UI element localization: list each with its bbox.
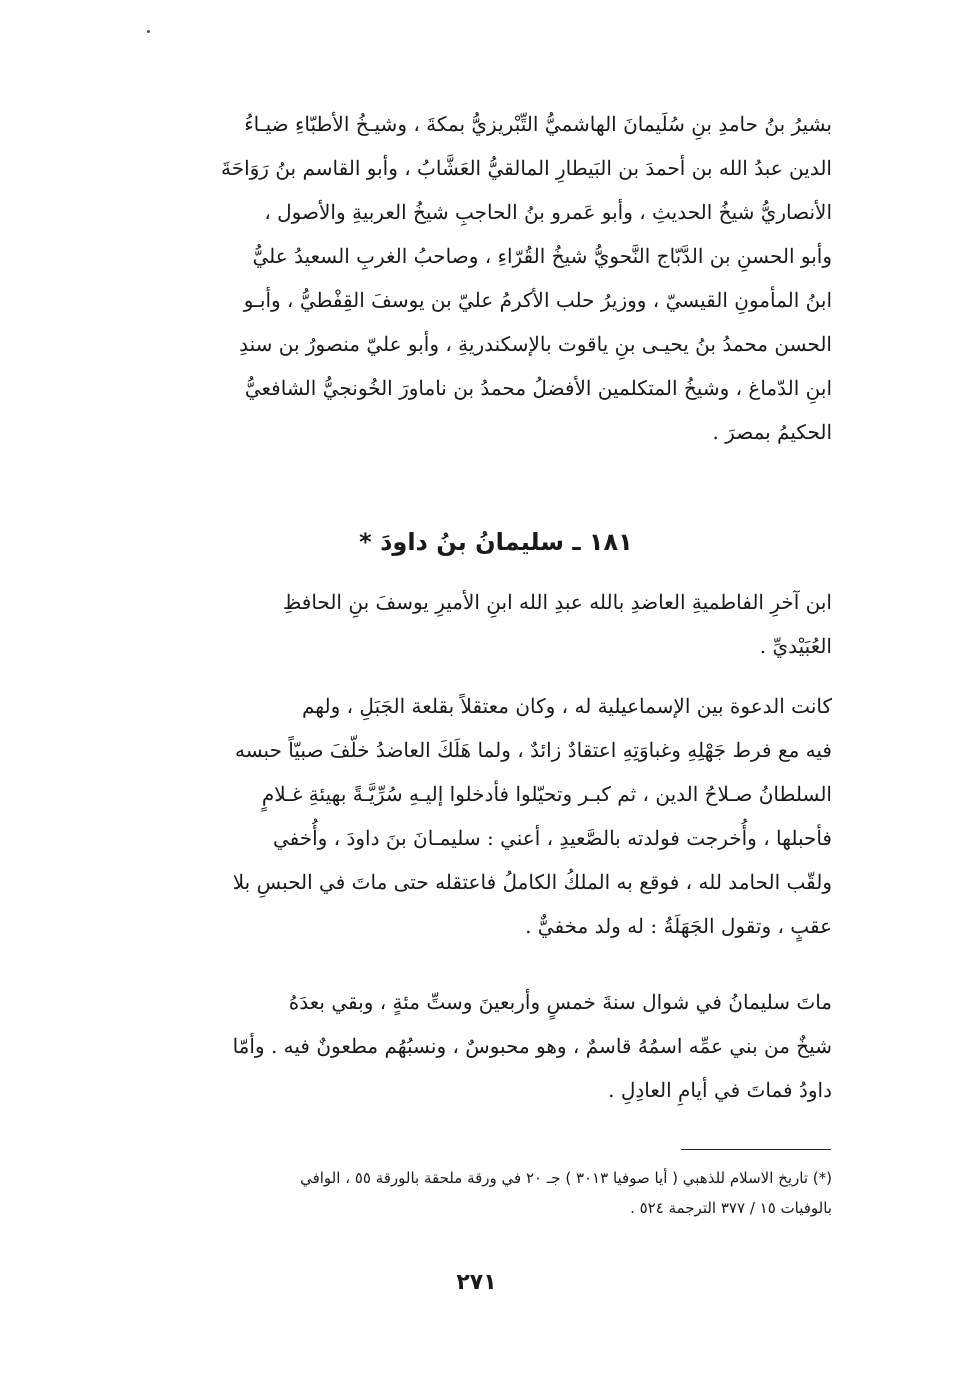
text-line: داودُ فماتَ في أيامِ العادِلِ . [608,1078,832,1102]
footnote-divider [681,1149,831,1150]
lineage-paragraph [160,580,832,668]
body-paragraph [160,980,832,1112]
page-number: ٢٧١ [456,1270,497,1295]
text-line: بشيرُ بنُ حامدِ بنِ سُلَيمانَ الهاشميُّ التِّبْريزيُّ بمكةَ ، وشيـخُ الأطبّاءِ ضيـاءُ [244,112,832,136]
text-line: وأبو الحسنِ بن الدَّبّاج النَّحويُّ شيخُ القُرّاءِ ، وصاحبُ الغربِ السعيدُ عليُّ [252,244,832,268]
footnote [160,1163,832,1223]
body-paragraph [160,684,832,948]
text-line: الحسن محمدُ بنُ يحيـى بنِ ياقوت بالإسكندريةِ ، وأبو عليّ منصورُ بن سندِ [239,332,832,356]
footnote-line: بالوفيات ١٥ / ٣٧٧ الترجمة ٥٢٤ . [630,1199,832,1217]
text-line: ابنِ الدّماغ ، وشيخُ المتكلمين الأفضلُ محمدُ بن ناماورَ الخُونجيُّ الشافعيُّ [244,376,832,400]
text-line: السلطانُ صـلاحُ الدين ، ثم كبـر وتحيّلوا فأدخلوا إليـهِ سُرِّيَّـةً بهيئةِ غـلامٍ [261,782,832,806]
text-line: عقبٍ ، وتقول الجَهَلَةُ : له ولد مخفيٌّ . [525,914,832,938]
text-line: الأنصاريُّ شيخُ الحديثِ ، وأبو عَمرو بنُ الحاجبِ شيخُ العربيةِ والأصول ، [264,200,832,224]
text-line: ماتَ سليمانُ في شوال سنةَ خمسٍ وأربعينَ وستِّ مئةٍ ، وبقي بعدَهُ [288,990,832,1014]
text-line: ابنُ المأمونِ القيسيّ ، ووزيرُ حلب الأكرمُ عليّ بن يوسفَ القِفْطيُّ ، وأبـو [243,288,832,312]
text-line: ولقّب الحامد لله ، فوقع به الملكُ الكاملُ فاعتقله حتى ماتَ في الحبسِ بلا [232,870,832,894]
text-line: ابن آخرِ الفاطميةِ العاضدِ بالله عبدِ الله ابنِ الأميرِ يوسفَ بنِ الحافظِ [282,590,832,614]
text-line: الدين عبدُ الله بن أحمدَ بن البَيطارِ المالقيُّ العَشَّابُ ، وأبو القاسم بنُ رَوَاحَةَ [221,156,832,180]
text-line: العُبَيْديِّ . [759,634,832,658]
text-line: الحكيمُ بمصرَ . [712,420,832,444]
text-line: فيه مع فرط جَهْلِهِ وغباوَتِهِ اعتقادٌ زائدٌ ، ولما هَلَكَ العاضدُ خلّفَ صبيّاً حبسه [234,738,832,762]
footnote-line: (*) تاريخ الاسلام للذهبي ( أيا صوفيا ٣٠١٣ ) جـ ٢٠ في ورقة ملحقة بالورقة ٥٥ ، الوافي [300,1169,832,1187]
scan-speck [147,30,150,33]
continued-paragraph [160,102,832,454]
entry-heading: ١٨١ ـ سليمانُ بنُ داودَ * [359,528,633,556]
text-line: شيخٌ من بني عمِّه اسمُهُ قاسمٌ ، وهو محبوسٌ ، ونسبُهُم مطعونٌ فيه . وأمّا [232,1034,832,1058]
text-line: كانت الدعوة بين الإسماعيلية له ، وكان معتقلاً بقلعة الجَبَلِ ، ولهم [301,694,832,718]
text-line: فأحبلها ، وأُخرجت فولدته بالصَّعيدِ ، أعني : سليمـانَ بنَ داودَ ، وأُخفي [272,826,832,850]
